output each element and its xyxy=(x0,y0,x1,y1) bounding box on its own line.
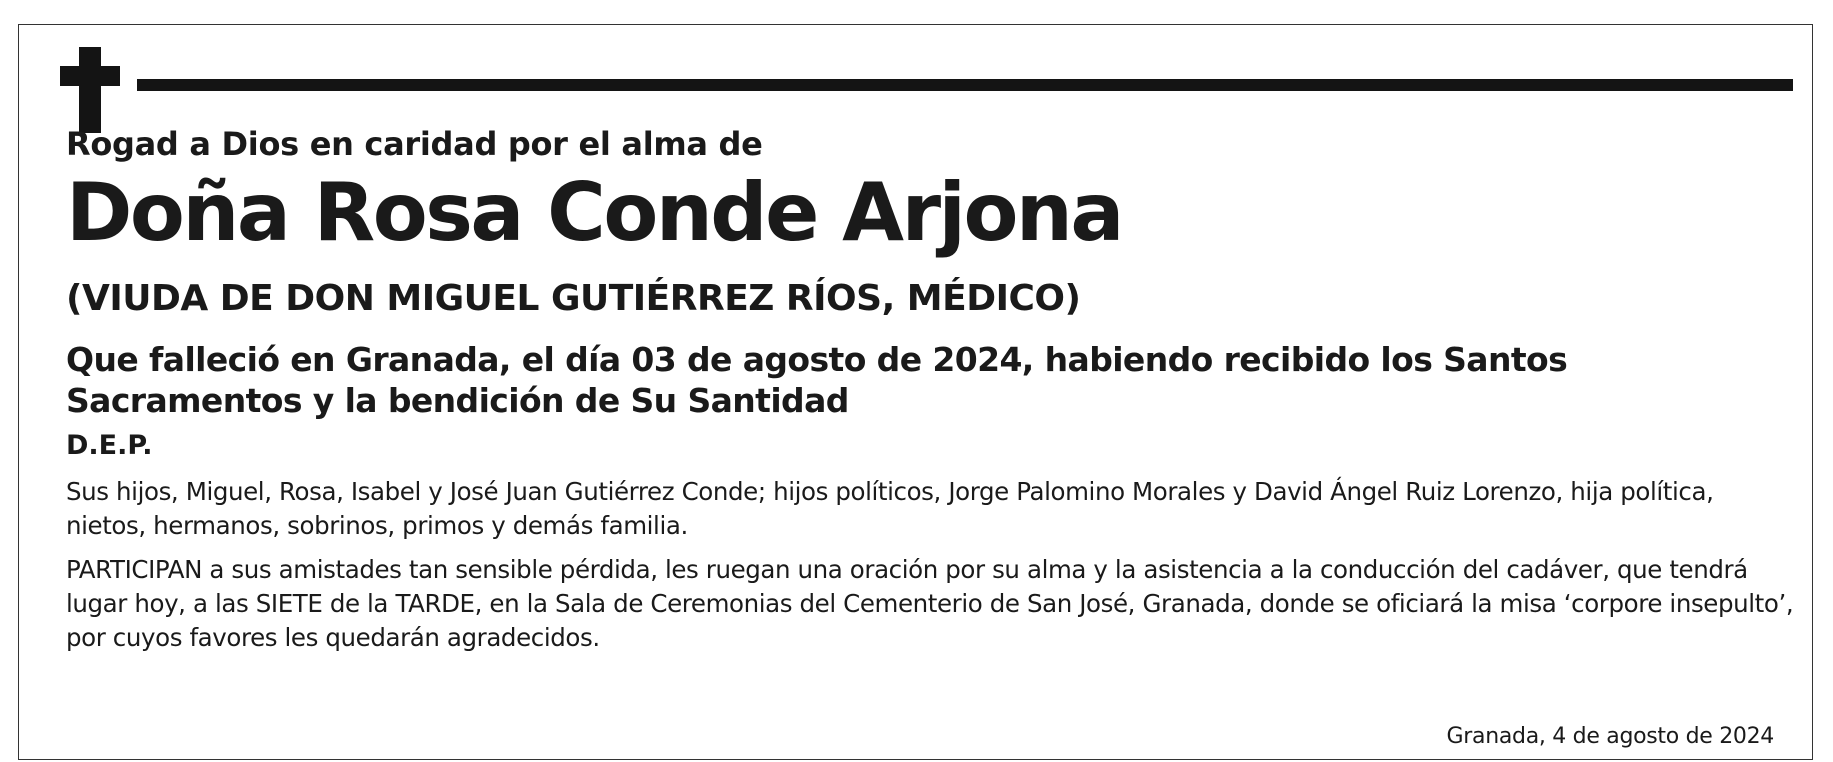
participation-paragraph: PARTICIPAN a sus amistades tan sensible pérdida, les ruegan una oración por su alma y la asistencia a la conducción del cadáver, que tendrá lugar hoy, a las SIETE de la TARDE, en la Sala de Ceremonias del Cementerio de San José, Granada, donde se oficiará la misa ‘corpore insepulto’, por cuyos favores les quedarán agradecidos. xyxy=(66,555,1794,652)
dateline: Granada, 4 de agosto de 2024 xyxy=(1446,724,1774,749)
family-paragraph: Sus hijos, Miguel, Rosa, Isabel y José Juan Gutiérrez Conde; hijos políticos, Jorge Palomino Morales y David Ángel Ruiz Lorenzo, hija política, nietos, hermanos, sobrinos, primos y demás familia. xyxy=(66,477,1714,540)
dep-line: D.E.P. xyxy=(66,430,153,461)
header-rule xyxy=(137,79,1793,91)
notice-body xyxy=(66,125,1796,655)
intro-line: Rogad a Dios en caridad por el alma de xyxy=(66,125,763,163)
death-line: Que falleció en Granada, el día 03 de agosto de 2024, habiendo recibido los Santos Sacramentos y la bendición de Su Santidad xyxy=(66,340,1568,420)
cross-icon xyxy=(60,47,120,133)
notice-frame xyxy=(18,24,1813,760)
deceased-name: Doña Rosa Conde Arjona xyxy=(66,166,1122,259)
widow-line: (VIUDA DE DON MIGUEL GUTIÉRREZ RÍOS, MÉDICO) xyxy=(66,278,1081,319)
